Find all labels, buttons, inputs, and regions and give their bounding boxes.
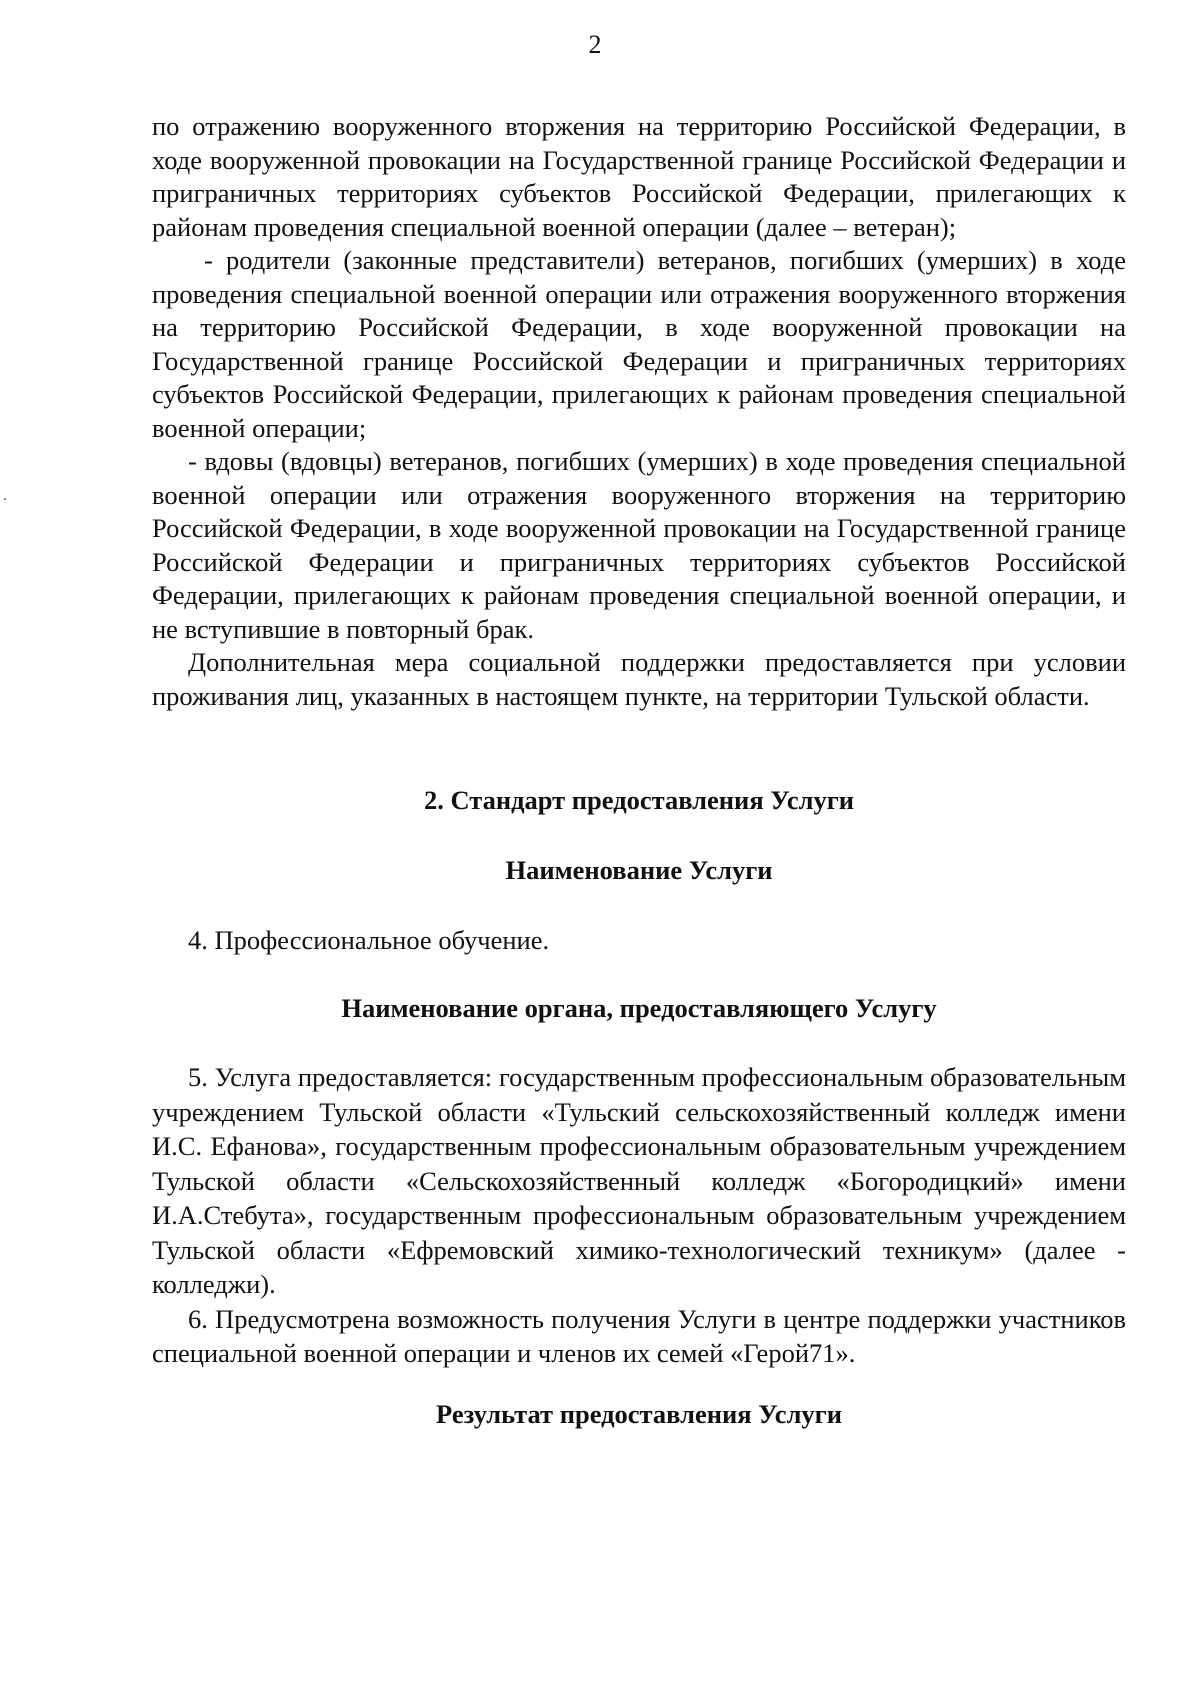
item-6-paragraph: 6. Предусмотрена возможность получения Услуги в центре поддержки участников специальной военной операции и членов их семей «Герой71». — [152, 1303, 1126, 1368]
items-5-6-block — [152, 1060, 1126, 1371]
eligibility-list — [152, 110, 1126, 713]
page-number: 2 — [588, 30, 602, 59]
item-4-block — [152, 924, 1126, 958]
service-name-heading: Наименование Услуги — [505, 855, 773, 885]
item-4-paragraph: 4. Профессиональное обучение. — [188, 925, 550, 955]
condition-paragraph: Дополнительная мера социальной поддержки предоставляется при условии проживания лиц, указанных в настоящем пункте, на территории Тульской области. — [152, 647, 1126, 711]
scan-speck — [4, 498, 6, 500]
section-2-title: 2. Стандарт предоставления Услуги — [423, 785, 855, 815]
widows-paragraph: - вдовы (вдовцы) ветеранов, погибших (умерших) в ходе проведения специальной военной операции или отражения вооруженного вторжения на территорию Российской Федерации, в ходе вооруженной провокации на Государственной границе Российской Федерации и приграничных территориях субъектов Российской Федерации, прилегающих к районам проведения специальной военной операции, и не вступившие в повторный брак. — [152, 446, 1126, 644]
result-heading: Результат предоставления Услуги — [436, 1399, 842, 1429]
parents-paragraph: - родители (законные представители) ветеранов, погибших (умерших) в ходе проведения специальной военной операции или отражения вооруженного вторжения на территорию Российской Федерации, в ходе вооруженной провокации на Государственной границе Российской Федерации и приграничных территориях субъектов Российской Федерации, прилегающих к районам проведения специальной военной операции; — [152, 245, 1126, 443]
continuation-paragraph: по отражению вооруженного вторжения на территорию Российской Федерации, в ходе вооруженной провокации на Государственной границе Российской Федерации и приграничных территориях субъектов Российской Федерации, прилегающих к районам проведения специальной военной операции (далее – ветеран); — [152, 111, 1126, 242]
organ-heading: Наименование органа, предоставляющего Услугу — [341, 993, 937, 1023]
item-5-paragraph: 5. Услуга предоставляется: государственным профессиональным образовательным учреждением Тульской области «Тульский сельскохозяйственный колледж имени И.С. Ефанова», государственным профессиональным образовательным учреждением Тульской области «Сельскохозяйственный колледж «Богородицкий» имени И.А.Стебута», государственным профессиональным образовательным учреждением Тульской области «Ефремовский химико-технологический техникум» (далее - колледжи). — [152, 1062, 1126, 1299]
